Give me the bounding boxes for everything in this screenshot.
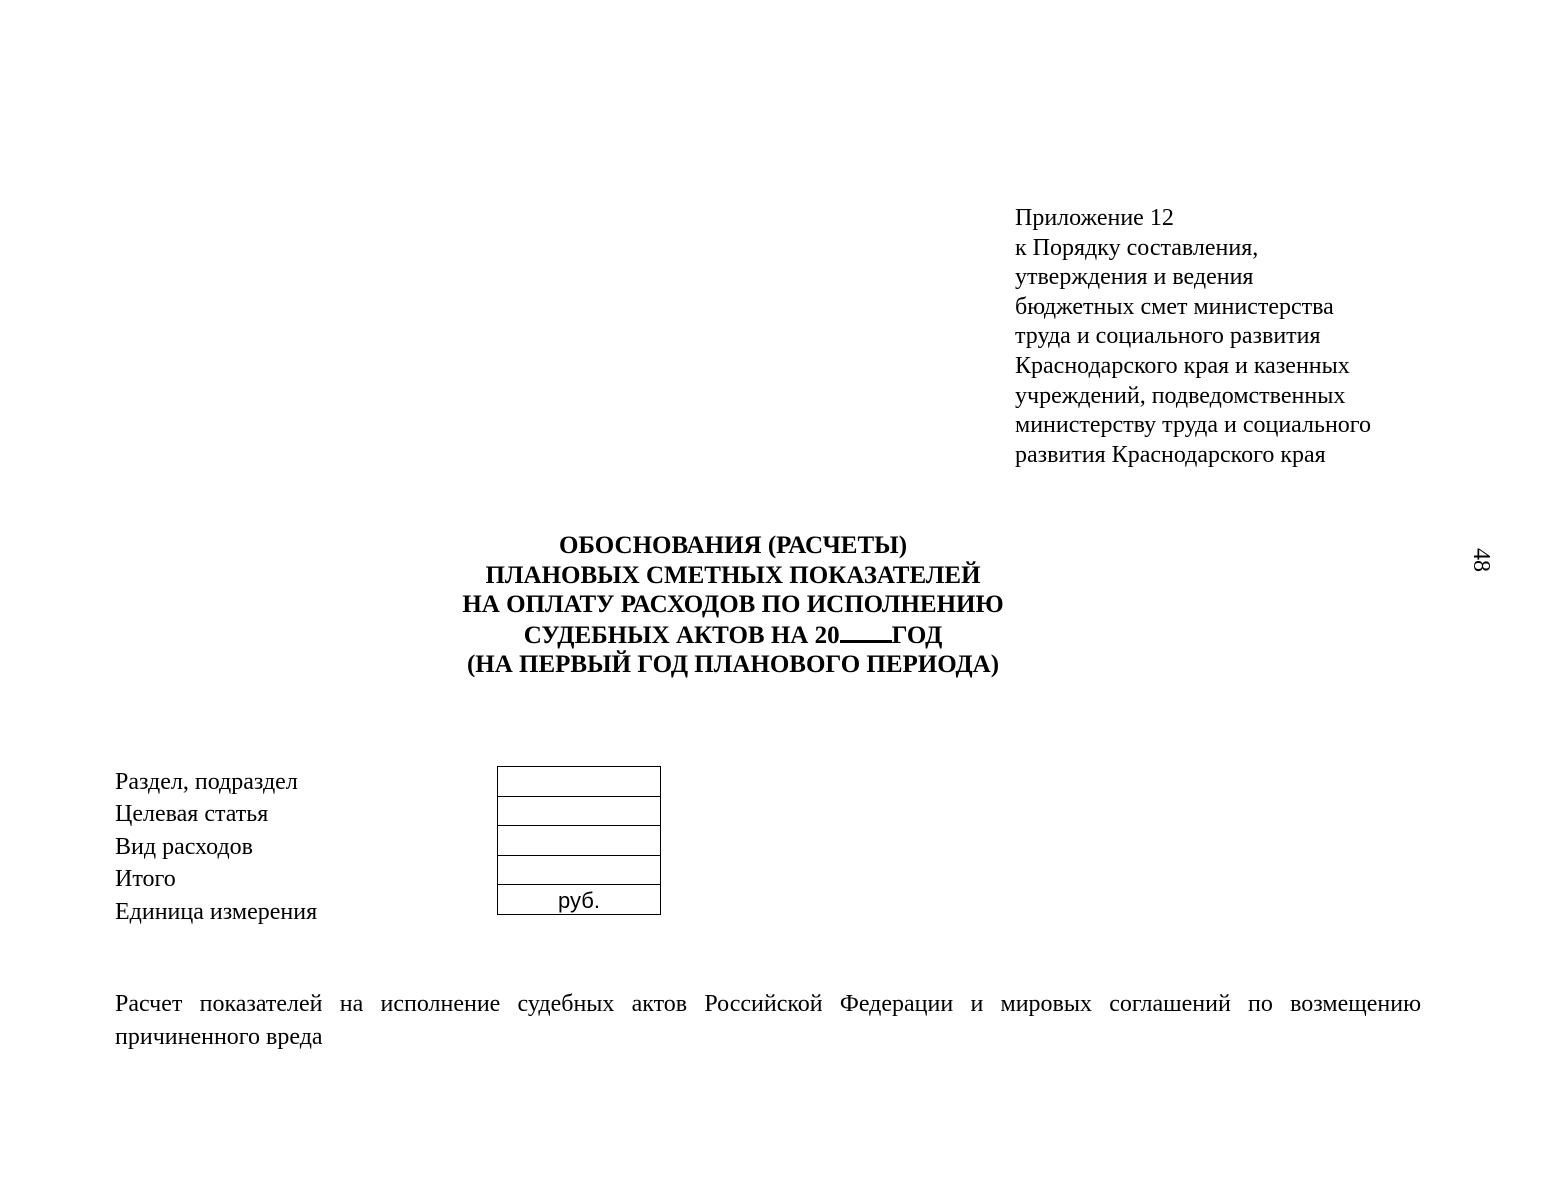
title-line: ПЛАНОВЫХ СМЕТНЫХ ПОКАЗАТЕЛЕЙ: [485, 561, 981, 589]
appendix-line: утверждения и ведения: [1015, 264, 1254, 291]
year-blank: [840, 620, 892, 643]
total-value-cell: [498, 855, 661, 885]
calculation-description: Расчет показателей на исполнение судебных актов Российской Федерации и мировых соглашений по возмещению причиненного вреда: [115, 991, 1421, 1050]
appendix-header: [1015, 204, 1485, 470]
field-labels: [115, 766, 317, 928]
field-label-total: Итого: [115, 866, 176, 893]
field-label-target-article: Целевая статья: [115, 801, 269, 828]
appendix-line: развития Краснодарского края: [1015, 441, 1326, 468]
title-line: (НА ПЕРВЫЙ ГОД ПЛАНОВОГО ПЕРИОДА): [466, 651, 1000, 678]
unit-value-cell: руб.: [498, 885, 661, 915]
field-label-expense-type: Вид расходов: [115, 833, 253, 860]
field-label-section: Раздел, подраздел: [115, 769, 298, 795]
title-line: ОБОСНОВАНИЯ (РАСЧЕТЫ): [558, 532, 908, 559]
appendix-line: Приложение 12: [1015, 205, 1174, 231]
appendix-line: министерству труда и социального: [1015, 412, 1372, 439]
page-number: 48: [1468, 548, 1494, 572]
appendix-line: бюджетных смет министерства: [1015, 293, 1334, 320]
appendix-line: учреждений, подведомственных: [1015, 382, 1346, 409]
expense-type-value-cell: [498, 826, 661, 856]
codes-table: [497, 766, 661, 915]
section-value-cell: [498, 767, 661, 797]
target-article-value-cell: [498, 796, 661, 826]
appendix-line: труда и социального развития: [1015, 323, 1321, 350]
title-year-prefix: СУДЕБНЫХ АКТОВ НА 20: [523, 621, 840, 649]
appendix-line: к Порядку составления,: [1015, 234, 1259, 261]
title-line: [380, 620, 1086, 651]
title-year-suffix: ГОД: [891, 621, 943, 649]
field-label-unit: Единица измерения: [115, 898, 318, 925]
appendix-line: Краснодарского края и казенных: [1015, 352, 1350, 379]
title-line: НА ОПЛАТУ РАСХОДОВ ПО ИСПОЛНЕНИЮ: [462, 591, 1004, 618]
document-title: [380, 531, 1086, 680]
